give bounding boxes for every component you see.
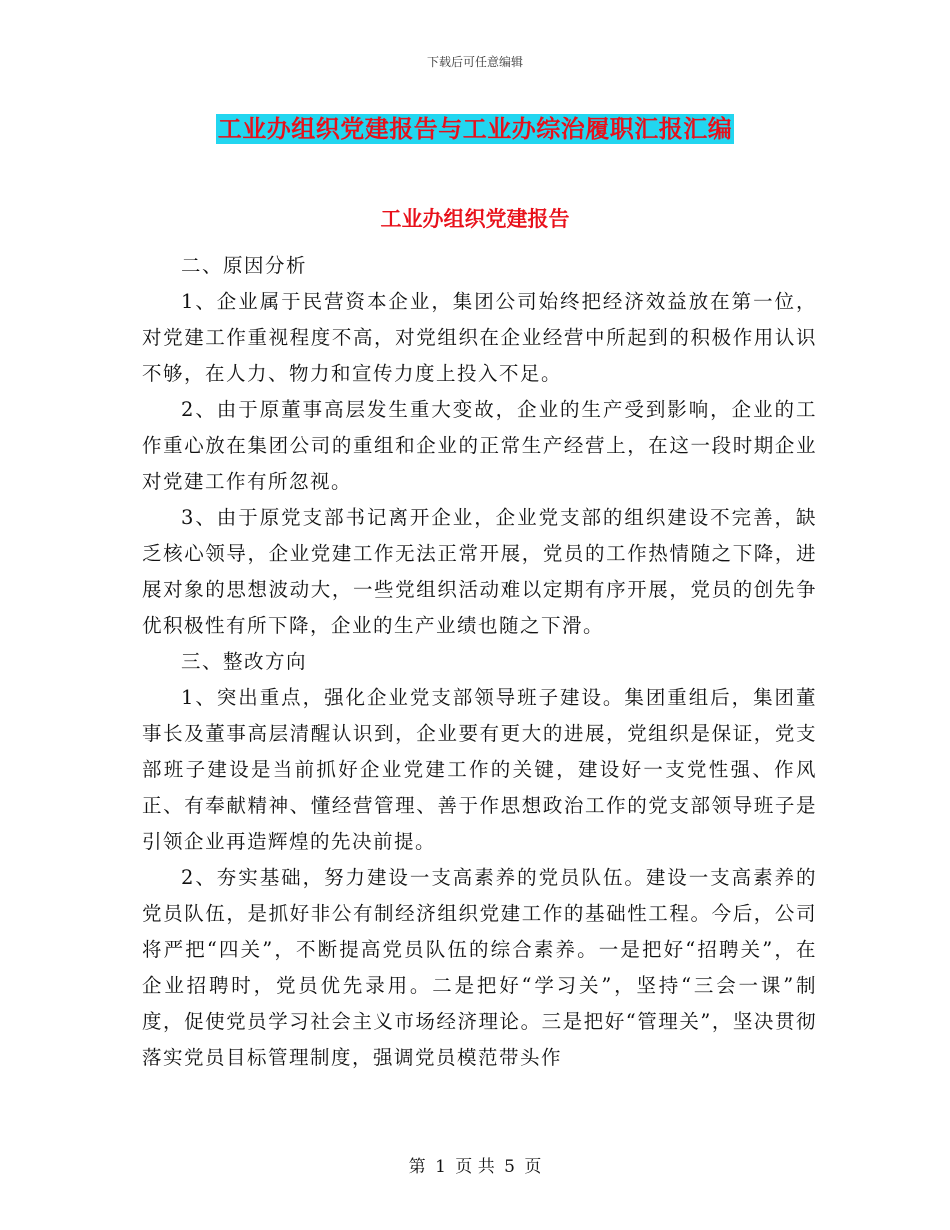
heading-cause-analysis: 二、原因分析 [181, 254, 308, 277]
footer-middle: 页 共 [455, 1157, 495, 1177]
current-page-number: 1 [435, 1157, 446, 1177]
footer-suffix: 页 [524, 1157, 542, 1177]
paragraph: 3、由于原党支部书记离开企业，企业党支部的组织建设不完善，缺乏核心领导，企业党建工作无法正常开展，党员的工作热情随之下降，进展对象的思想波动大，一些党组织活动难以定期有序开展，党员的创先争优积极性有所下降，企业的生产业绩也随之下滑。 [142, 506, 817, 637]
document-body [142, 248, 817, 1076]
total-page-number: 5 [504, 1157, 515, 1177]
paragraph: 1、企业属于民营资本企业，集团公司始终把经济效益放在第一位，对党建工作重视程度不高，对党组织在企业经营中所起到的积极作用认识不够，在人力、物力和宣传力度上投入不足。 [142, 290, 817, 385]
page-header-note: 下载后可任意编辑 [426, 55, 523, 69]
paragraph: 1、突出重点，强化企业党支部领导班子建设。集团重组后，集团董事长及董事高层清醒认识到，企业要有更大的进展，党组织是保证，党支部班子建设是当前抓好企业党建工作的关键，建设好一支党性强、作风正、有奉献精神、懂经营管理、善于作思想政治工作的党支部领导班子是引领企业再造辉煌的先决前提。 [142, 686, 817, 853]
page-footer [0, 1152, 950, 1177]
footer-prefix: 第 [408, 1157, 426, 1177]
paragraph: 2、夯实基础，努力建设一支高素养的党员队伍。建设一支高素养的党员队伍，是抓好非公有制经济组织党建工作的基础性工程。今后，公司将严把“四关”，不断提高党员队伍的综合素养。一是把好“招聘关”，在企业招聘时，党员优先录用。二是把好“学习关”，坚持“三会一课”制度，促使党员学习社会主义市场经济理论。三是把好“管理关”，坚决贯彻落实党员目标管理制度，强调党员模范带头作 [142, 866, 817, 1069]
section-title: 工业办组织党建报告 [380, 207, 570, 231]
paragraph: 2、由于原董事高层发生重大变故，企业的生产受到影响，企业的工作重心放在集团公司的重组和企业的正常生产经营上，在这一段时期企业对党建工作有所忽视。 [142, 398, 817, 493]
heading-rectification-direction: 三、整改方向 [181, 650, 308, 673]
main-title-container [0, 114, 950, 144]
document-main-title: 工业办组织党建报告与工业办综治履职汇报汇编 [217, 115, 733, 143]
